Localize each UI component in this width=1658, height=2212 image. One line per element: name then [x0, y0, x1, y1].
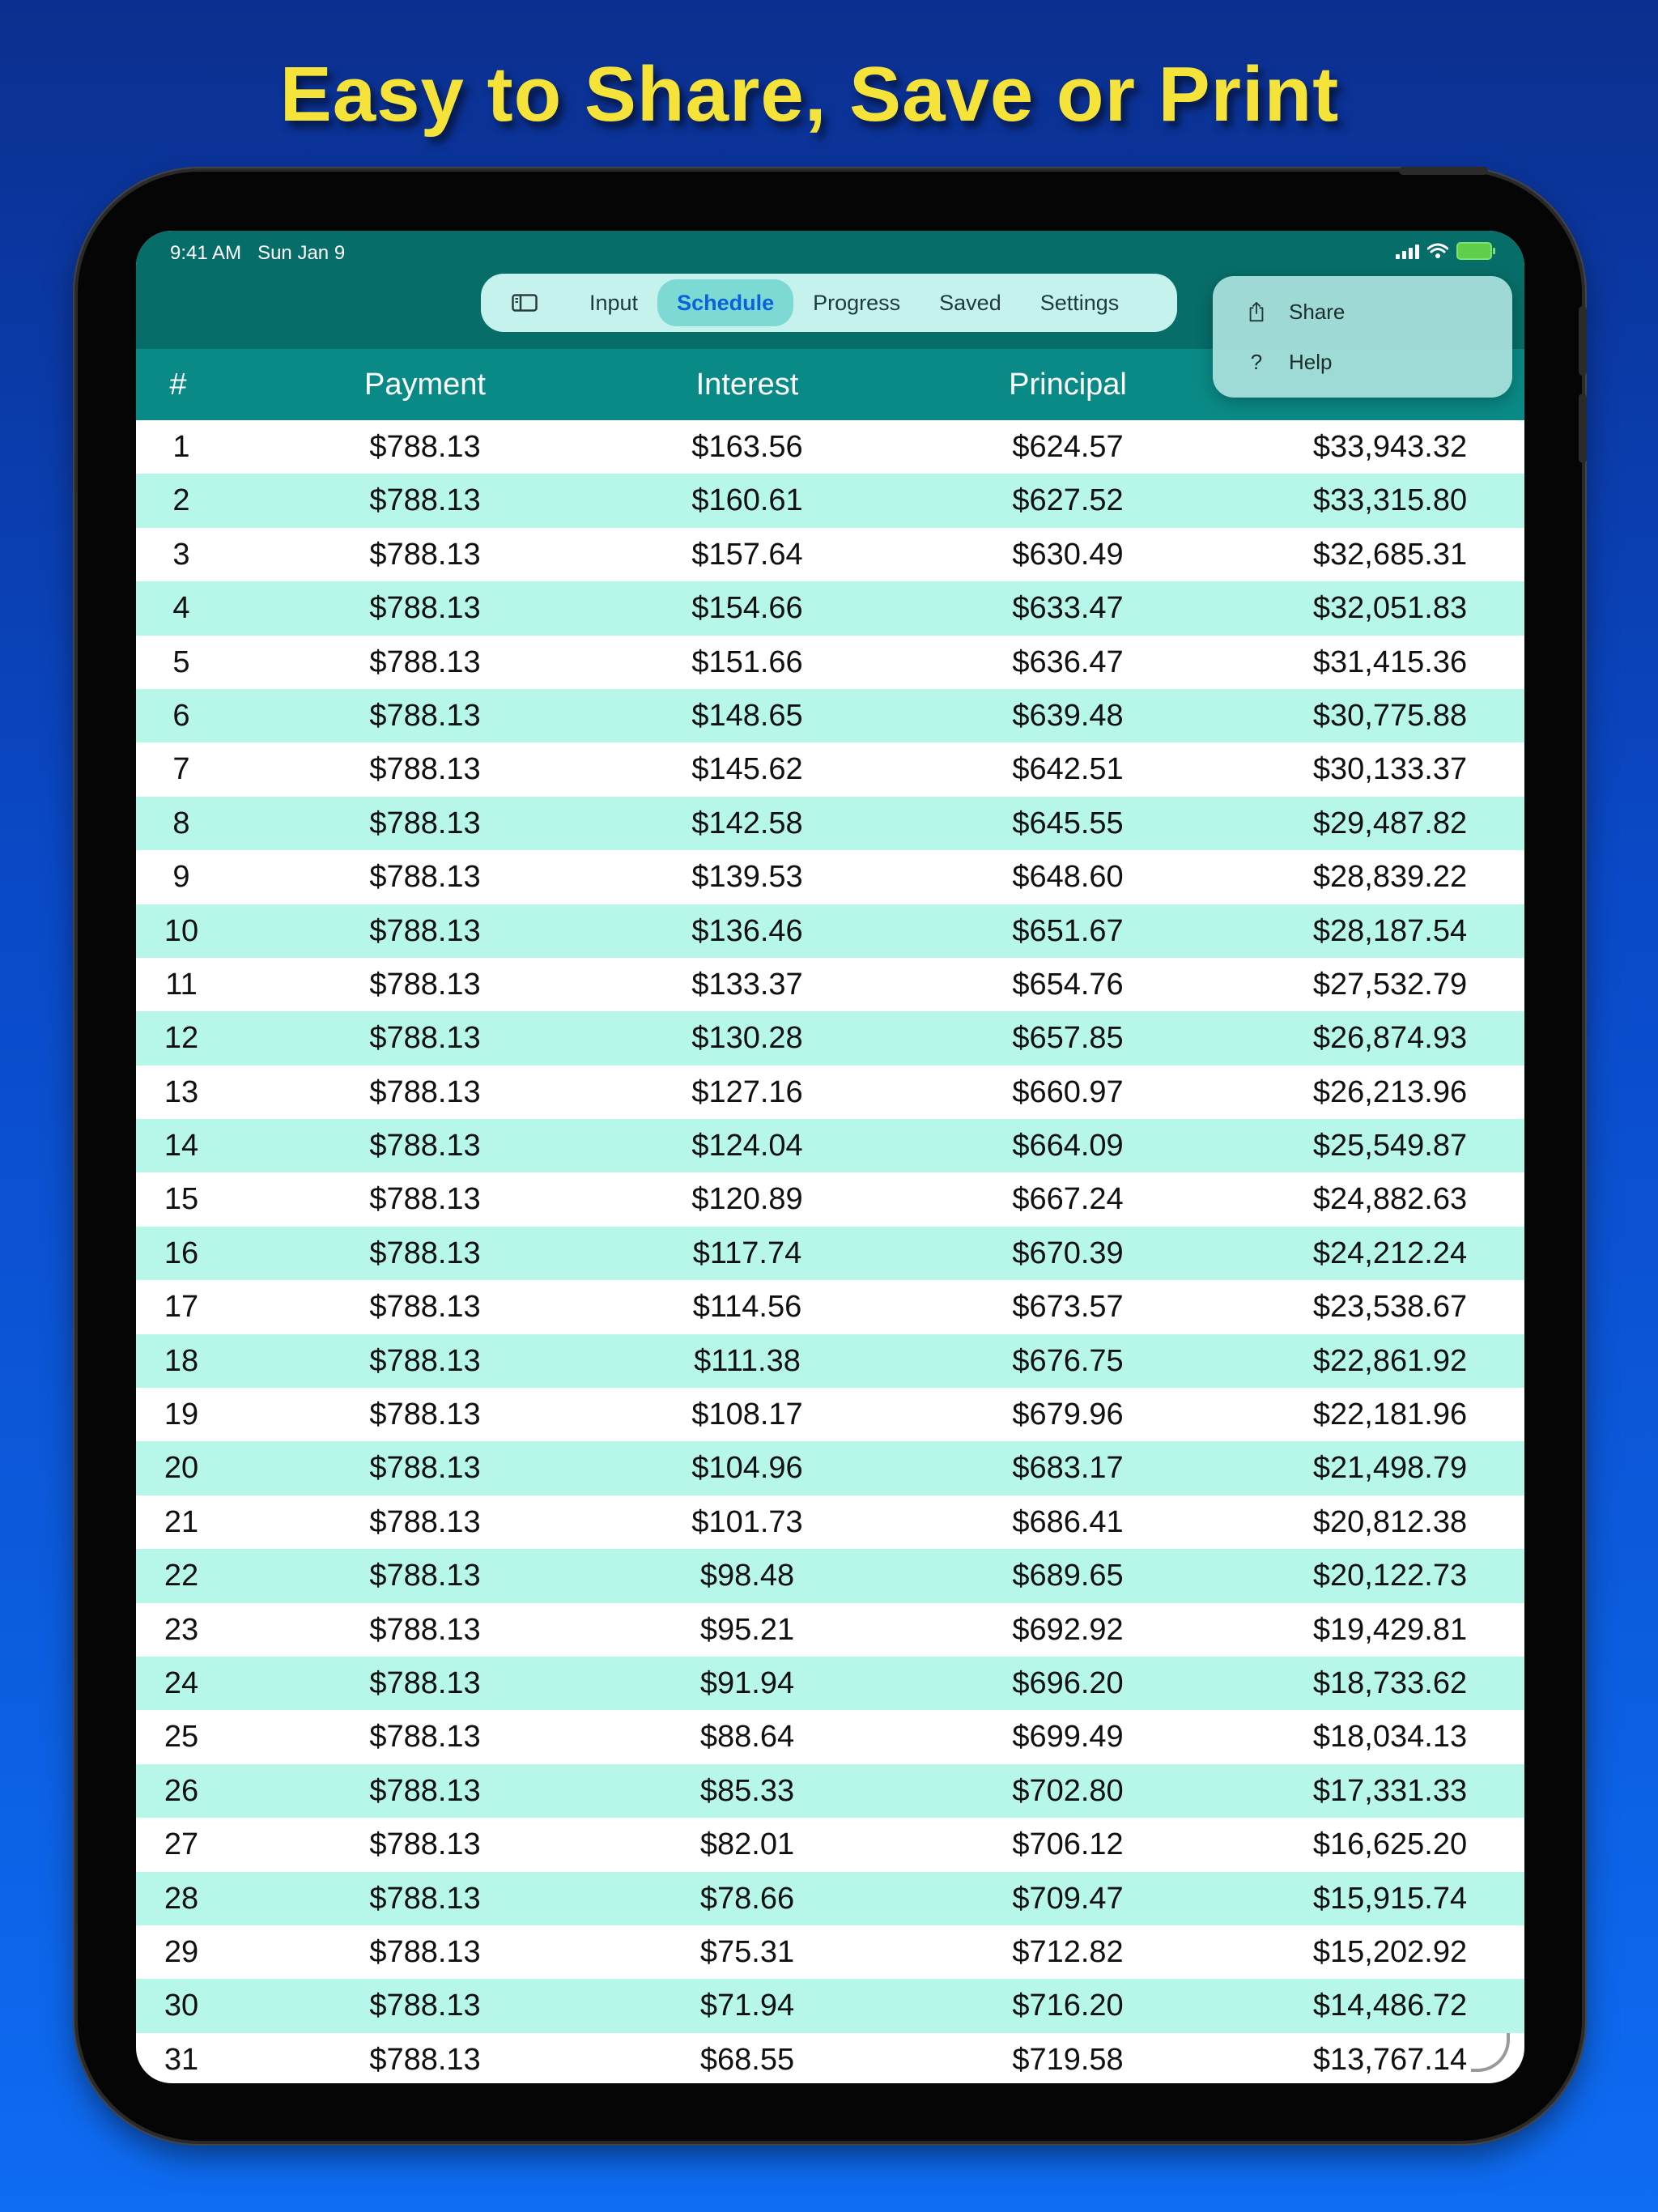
tab-input[interactable]: Input — [589, 291, 639, 315]
cell-payment: $788.13 — [369, 1397, 481, 1432]
cell-balance: $23,538.67 — [1312, 1290, 1468, 1325]
cell-payment: $788.13 — [369, 1343, 481, 1378]
cell-number: 6 — [172, 698, 190, 733]
cell-interest: $133.37 — [691, 967, 803, 1002]
cell-principal: $636.47 — [1012, 644, 1124, 679]
cell-payment: $788.13 — [369, 1021, 481, 1056]
table-row — [136, 1549, 1524, 1602]
cell-principal: $627.52 — [1012, 483, 1124, 518]
cell-number: 31 — [164, 2042, 199, 2077]
cell-payment: $788.13 — [369, 1827, 481, 1862]
cell-payment: $788.13 — [369, 1989, 481, 2023]
table-row — [136, 1872, 1524, 1925]
cell-principal: $702.80 — [1012, 1773, 1124, 1808]
cell-balance: $28,187.54 — [1312, 913, 1468, 948]
volume-up-button — [1579, 306, 1587, 376]
cell-payment: $788.13 — [369, 2042, 481, 2077]
cell-balance: $18,733.62 — [1312, 1665, 1468, 1700]
table-row — [136, 1710, 1524, 1763]
table-row — [136, 1388, 1524, 1441]
cell-principal: $719.58 — [1012, 2042, 1124, 2077]
cell-payment: $788.13 — [369, 1881, 481, 1916]
cell-payment: $788.13 — [369, 591, 481, 626]
cell-principal: $716.20 — [1012, 1989, 1124, 2023]
table-row — [136, 1011, 1524, 1065]
cell-payment: $788.13 — [369, 1773, 481, 1808]
cell-number: 1 — [172, 430, 190, 464]
cell-balance: $33,943.32 — [1312, 430, 1468, 464]
cell-interest: $104.96 — [691, 1451, 803, 1486]
cell-number: 22 — [164, 1559, 199, 1593]
cell-number: 24 — [164, 1665, 199, 1700]
cell-interest: $88.64 — [699, 1720, 795, 1755]
table-row — [136, 1818, 1524, 1871]
cell-number: 5 — [172, 644, 190, 679]
app-screen — [136, 231, 1524, 2083]
cell-balance: $24,882.63 — [1312, 1182, 1468, 1217]
table-row — [136, 850, 1524, 904]
cell-principal: $654.76 — [1012, 967, 1124, 1002]
table-row — [136, 636, 1524, 689]
cell-balance: $24,212.24 — [1312, 1236, 1468, 1270]
cell-payment: $788.13 — [369, 698, 481, 733]
cell-payment: $788.13 — [369, 860, 481, 895]
cell-principal: $689.65 — [1012, 1559, 1124, 1593]
cell-interest: $85.33 — [699, 1773, 795, 1808]
cell-balance: $26,213.96 — [1312, 1074, 1468, 1109]
table-row — [136, 1119, 1524, 1172]
cell-principal: $712.82 — [1012, 1934, 1124, 1969]
schedule-table — [136, 420, 1524, 2083]
cell-interest: $114.56 — [692, 1290, 802, 1325]
top-button — [1399, 167, 1488, 175]
cell-balance: $26,874.93 — [1312, 1021, 1468, 1056]
cell-number: 23 — [164, 1612, 199, 1647]
cell-interest: $108.17 — [691, 1397, 803, 1432]
cell-number: 15 — [164, 1182, 199, 1217]
battery-icon — [1456, 242, 1492, 260]
cell-balance: $16,625.20 — [1312, 1827, 1468, 1862]
cell-interest: $68.55 — [699, 2042, 795, 2077]
table-row — [136, 2033, 1524, 2083]
menu-item-share[interactable] — [1245, 296, 1345, 328]
cell-interest: $82.01 — [699, 1827, 795, 1862]
cell-interest: $154.66 — [691, 591, 803, 626]
cell-principal: $633.47 — [1012, 591, 1124, 626]
cell-principal: $696.20 — [1012, 1665, 1124, 1700]
cell-balance: $15,202.92 — [1312, 1934, 1468, 1969]
cell-interest: $98.48 — [699, 1559, 795, 1593]
cell-principal: $657.85 — [1012, 1021, 1124, 1056]
cell-payment: $788.13 — [369, 1290, 481, 1325]
headline: Easy to Share, Save or Print — [279, 51, 1340, 138]
cell-payment: $788.13 — [369, 967, 481, 1002]
cell-number: 29 — [164, 1934, 199, 1969]
cell-interest: $117.74 — [692, 1236, 802, 1270]
cell-number: 10 — [164, 913, 199, 948]
cell-interest: $130.28 — [691, 1021, 803, 1056]
cell-number: 27 — [164, 1827, 199, 1862]
cell-number: 30 — [164, 1989, 199, 2023]
wifi-icon — [1427, 243, 1448, 259]
cell-principal: $692.92 — [1012, 1612, 1124, 1647]
cell-interest: $95.21 — [699, 1612, 795, 1647]
table-row — [136, 1657, 1524, 1710]
cell-interest: $91.94 — [699, 1665, 795, 1700]
cell-number: 25 — [164, 1720, 199, 1755]
cell-principal: $686.41 — [1012, 1504, 1124, 1539]
tab-bar — [481, 274, 1177, 332]
cell-payment: $788.13 — [369, 806, 481, 840]
cell-number: 11 — [165, 967, 198, 1002]
cell-number: 20 — [164, 1451, 199, 1486]
cell-balance: $20,812.38 — [1312, 1504, 1468, 1539]
cell-payment: $788.13 — [369, 1236, 481, 1270]
cell-number: 4 — [172, 591, 190, 626]
cell-balance: $32,051.83 — [1312, 591, 1468, 626]
cell-interest: $157.64 — [691, 537, 803, 572]
table-row — [136, 528, 1524, 581]
cell-interest: $120.89 — [691, 1182, 803, 1217]
table-row — [136, 1495, 1524, 1549]
cell-principal: $639.48 — [1012, 698, 1124, 733]
cell-balance: $18,034.13 — [1312, 1720, 1468, 1755]
table-row — [136, 742, 1524, 796]
cell-balance: $17,331.33 — [1312, 1773, 1468, 1808]
cell-interest: $101.73 — [691, 1504, 803, 1539]
cell-balance: $25,549.87 — [1312, 1129, 1468, 1163]
cell-balance: $33,315.80 — [1312, 483, 1468, 518]
table-row — [136, 581, 1524, 635]
cell-principal: $676.75 — [1012, 1343, 1124, 1378]
table-row — [136, 904, 1524, 958]
cell-principal: $645.55 — [1012, 806, 1124, 840]
table-row — [136, 1334, 1524, 1388]
status-bar-time — [170, 242, 345, 265]
table-row — [136, 1925, 1524, 1979]
status-date: Sun Jan 9 — [257, 242, 346, 264]
cell-balance: $30,775.88 — [1312, 698, 1468, 733]
menu-help-label: Help — [1289, 350, 1333, 374]
cell-number: 16 — [164, 1236, 199, 1270]
cell-payment: $788.13 — [369, 1451, 481, 1486]
cell-payment: $788.13 — [369, 1504, 481, 1539]
cell-payment: $788.13 — [369, 1129, 481, 1163]
cell-number: 12 — [164, 1021, 199, 1056]
cell-payment: $788.13 — [369, 1559, 481, 1593]
table-row — [136, 1441, 1524, 1495]
cell-balance: $14,486.72 — [1312, 1989, 1468, 2023]
cell-payment: $788.13 — [369, 1074, 481, 1109]
cell-interest: $75.31 — [699, 1934, 795, 1969]
cell-number: 13 — [164, 1074, 199, 1109]
cell-interest: $151.66 — [691, 644, 803, 679]
cell-number: 28 — [164, 1881, 199, 1916]
cell-interest: $127.16 — [691, 1074, 803, 1109]
cell-payment: $788.13 — [369, 1665, 481, 1700]
cell-number: 17 — [164, 1290, 199, 1325]
cell-principal: $706.12 — [1012, 1827, 1124, 1862]
cell-principal: $642.51 — [1012, 752, 1124, 787]
cell-interest: $71.94 — [699, 1989, 795, 2023]
table-row — [136, 689, 1524, 742]
table-row — [136, 1227, 1524, 1280]
cell-interest: $78.66 — [699, 1881, 795, 1916]
menu-item-help[interactable] — [1245, 346, 1332, 378]
cell-balance: $29,487.82 — [1312, 806, 1468, 840]
share-icon — [1245, 301, 1268, 322]
table-row — [136, 958, 1524, 1011]
signal-icon — [1396, 243, 1419, 259]
cell-interest: $160.61 — [691, 483, 803, 518]
cell-number: 8 — [172, 806, 190, 840]
sidebar-toggle-icon[interactable] — [512, 294, 538, 312]
table-row — [136, 797, 1524, 850]
tab-schedule[interactable]: Schedule — [657, 279, 793, 326]
cell-balance: $20,122.73 — [1312, 1559, 1468, 1593]
table-row — [136, 1603, 1524, 1657]
table-row — [136, 1280, 1524, 1334]
cell-interest: $163.56 — [691, 430, 803, 464]
cell-number: 7 — [172, 752, 190, 787]
cell-principal: $670.39 — [1012, 1236, 1124, 1270]
cell-interest: $124.04 — [691, 1129, 803, 1163]
cell-number: 9 — [172, 860, 190, 895]
table-row — [136, 1172, 1524, 1226]
table-row — [136, 474, 1524, 527]
cell-payment: $788.13 — [369, 483, 481, 518]
cell-payment: $788.13 — [369, 430, 481, 464]
cell-principal: $630.49 — [1012, 537, 1124, 572]
table-row — [136, 1066, 1524, 1119]
header-number: # — [169, 368, 187, 402]
cell-interest: $111.38 — [694, 1343, 801, 1378]
cell-principal: $648.60 — [1012, 860, 1124, 895]
cell-balance: $15,915.74 — [1312, 1881, 1468, 1916]
cell-balance: $32,685.31 — [1312, 537, 1468, 572]
cell-interest: $136.46 — [691, 913, 803, 948]
cell-balance: $28,839.22 — [1312, 860, 1468, 895]
cell-principal: $660.97 — [1012, 1074, 1124, 1109]
cell-number: 3 — [172, 537, 190, 572]
cell-principal: $667.24 — [1012, 1182, 1124, 1217]
cell-balance: $31,415.36 — [1312, 644, 1468, 679]
cell-balance: $27,532.79 — [1312, 967, 1468, 1002]
cell-interest: $148.65 — [691, 698, 803, 733]
table-row — [136, 420, 1524, 474]
tab-progress[interactable]: Progress — [813, 291, 901, 315]
header-payment: Payment — [364, 368, 486, 402]
cell-principal: $709.47 — [1012, 1881, 1124, 1916]
cell-principal: $683.17 — [1012, 1451, 1124, 1486]
cell-interest: $142.58 — [691, 806, 803, 840]
volume-down-button — [1579, 393, 1587, 463]
cell-balance: $21,498.79 — [1312, 1451, 1468, 1486]
menu-share-label: Share — [1289, 300, 1346, 324]
cell-interest: $139.53 — [691, 860, 803, 895]
status-icons — [1396, 242, 1492, 260]
cell-principal: $673.57 — [1012, 1290, 1124, 1325]
cell-principal: $651.67 — [1012, 913, 1124, 948]
cell-balance: $22,861.92 — [1312, 1343, 1468, 1378]
cell-payment: $788.13 — [369, 537, 481, 572]
tab-settings[interactable]: Settings — [1039, 291, 1120, 315]
header-interest: Interest — [695, 368, 799, 402]
cell-payment: $788.13 — [369, 644, 481, 679]
cell-number: 2 — [172, 483, 190, 518]
cell-payment: $788.13 — [369, 1720, 481, 1755]
cell-principal: $679.96 — [1012, 1397, 1124, 1432]
cell-balance: $22,181.96 — [1312, 1397, 1468, 1432]
status-time: 9:41 AM — [170, 242, 242, 264]
header-principal: Principal — [1009, 368, 1127, 402]
cell-number: 21 — [164, 1504, 199, 1539]
table-row — [136, 1979, 1524, 2032]
cell-balance: $19,429.81 — [1312, 1612, 1468, 1647]
cell-payment: $788.13 — [369, 1612, 481, 1647]
cell-payment: $788.13 — [369, 1182, 481, 1217]
cell-payment: $788.13 — [369, 752, 481, 787]
cell-number: 19 — [164, 1397, 199, 1432]
share-menu — [1213, 276, 1512, 398]
cell-balance: $13,767.14 — [1312, 2042, 1468, 2077]
cell-number: 18 — [164, 1343, 199, 1378]
cell-principal: $624.57 — [1012, 430, 1124, 464]
table-row — [136, 1764, 1524, 1818]
cell-principal: $699.49 — [1012, 1720, 1124, 1755]
cell-interest: $145.62 — [691, 752, 803, 787]
cell-number: 26 — [164, 1773, 199, 1808]
cell-balance: $30,133.37 — [1312, 752, 1468, 787]
cell-payment: $788.13 — [369, 913, 481, 948]
cell-number: 14 — [164, 1129, 199, 1163]
help-icon: ? — [1250, 350, 1263, 374]
tab-saved[interactable]: Saved — [939, 291, 1001, 315]
cell-payment: $788.13 — [369, 1934, 481, 1969]
cell-principal: $664.09 — [1012, 1129, 1124, 1163]
